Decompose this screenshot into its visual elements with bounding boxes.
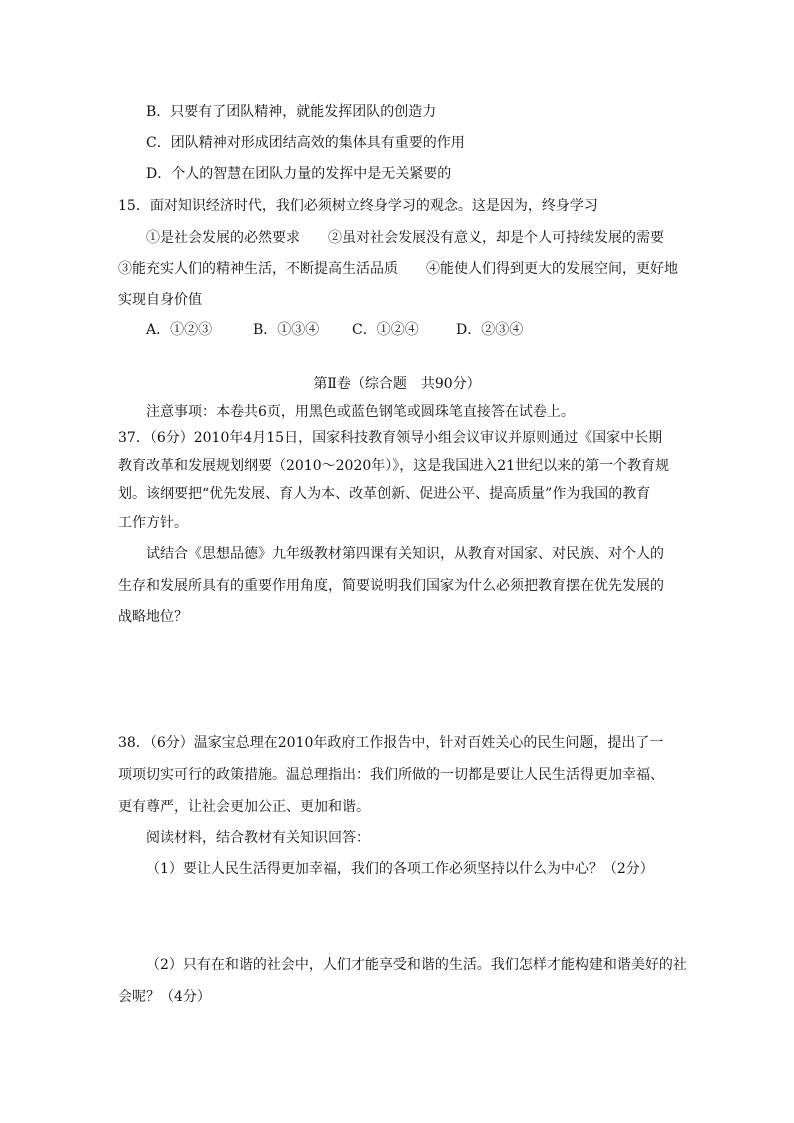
q38-line-1: 38．（6分）温家宝总理在2010年政府工作报告中，针对百姓关心的民生问题，提出了一 <box>118 735 664 751</box>
q14-option-d: D．个人的智慧在团队力量的发挥中是无关紧要的 <box>146 166 452 182</box>
q15-option-c: C．①②④ <box>352 322 419 338</box>
q15-stem: 15．面对知识经济时代，我们必须树立终身学习的观念。这是因为，终身学习 <box>118 198 598 214</box>
q37-prompt-line-3: 战略地位？ <box>118 609 188 625</box>
q15-statement-line-1: ①是社会发展的必然要求 ②虽对社会发展没有意义，却是个人可持续发展的需要 <box>146 230 664 246</box>
q14-option-b: B．只要有了团队精神，就能发挥团队的创造力 <box>146 104 437 120</box>
q15-option-d: D．②③④ <box>456 322 524 338</box>
q38-sub-question-2-line-1: （2）只有在和谐的社会中，人们才能享受和谐的生活。我们怎样才能构建和谐美好的社 <box>146 957 687 973</box>
q37-prompt-line-1: 试结合《思想品德》九年级教材第四课有关知识，从教育对国家、对民族、对个人的 <box>146 546 664 562</box>
q38-sub-question-2-line-2: 会呢？（4分） <box>118 989 211 1005</box>
q37-prompt-line-2: 生存和发展所具有的重要作用角度，简要说明我们国家为什么必须把教育摆在优先发展的 <box>118 578 664 594</box>
q38-line-3: 更有尊严，让社会更加公正、更加和谐。 <box>118 799 370 815</box>
q38-instruction: 阅读材料，结合教材有关知识回答： <box>146 830 370 846</box>
q15-statement-line-3: 实现自身价值 <box>118 292 202 308</box>
q37-line-1: 37．（6分）2010年4月15日，国家科技教育领导小组会议审议并原则通过《国家中长期 <box>118 430 663 446</box>
section-note: 注意事项：本卷共6页，用黑色或蓝色钢笔或圆珠笔直接答在试卷上。 <box>146 404 575 420</box>
q38-line-2: 项项切实可行的政策措施。温总理指出：我们所做的一切都是要让人民生活得更加幸福、 <box>118 767 664 783</box>
q15-option-a: A．①②③ <box>146 322 213 338</box>
q37-line-3: 划。该纲要把“优先发展、育人为本、改革创新、促进公平、提高质量”作为我国的教育 <box>118 486 651 502</box>
q15-options <box>146 320 523 340</box>
q37-line-2: 教育改革和发展规划纲要（2010～2020年）》，这是我国进入21世纪以来的第一个教育规 <box>118 458 670 474</box>
q14-option-c: C．团队精神对形成团结高效的集体具有重要的作用 <box>146 135 465 151</box>
q15-statement-line-2: ③能充实人们的精神生活，不断提高生活品质 ④能使人们得到更大的发展空间，更好地 <box>118 261 678 277</box>
section-title: 第Ⅱ卷（综合题 共90分） <box>313 376 481 392</box>
q38-sub-question-1: （1）要让人民生活得更加幸福，我们的各项工作必须坚持以什么为中心？（2分） <box>146 861 654 877</box>
q37-line-4: 工作方针。 <box>118 515 188 531</box>
q15-option-b: B．①③④ <box>253 322 320 338</box>
